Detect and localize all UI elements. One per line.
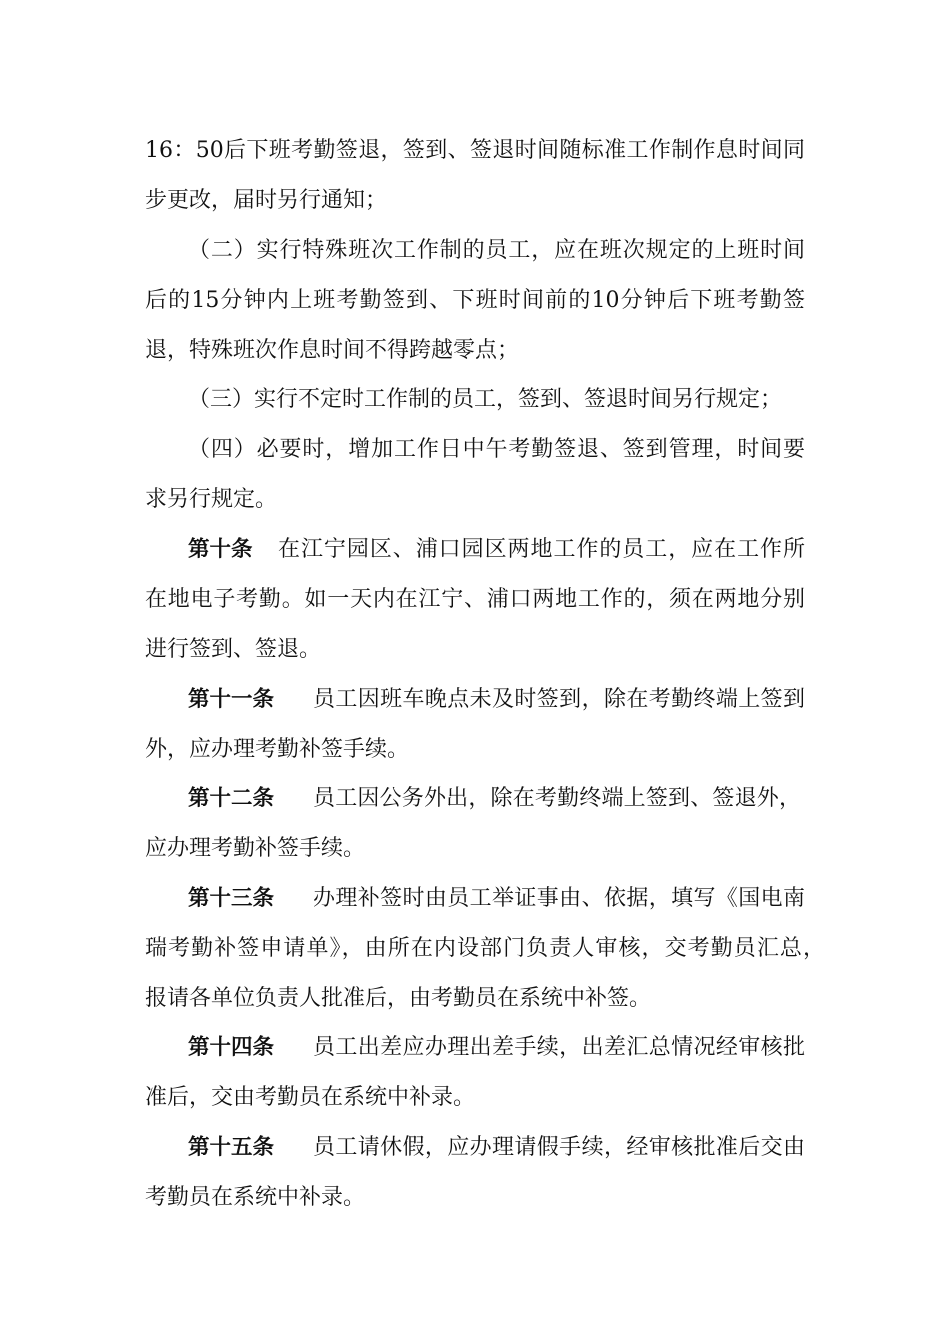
text-span: 求另行规定。	[145, 487, 278, 512]
text-span: 步更改，届时另行通知；	[145, 188, 388, 213]
text-span: （四）必要时，增加工作日中午考勤签退、签到管理，时间要	[188, 437, 805, 462]
text-span: 16：50后下班考勤签退，签到、签退时间随标准工作制作息时间同	[145, 138, 805, 163]
text-span: 员工出差应办理出差手续，出差汇总情况经审核批	[313, 1035, 805, 1060]
text-line	[0, 730, 950, 770]
text-line	[0, 231, 950, 271]
text-span: 后的15分钟内上班考勤签到、下班时间前的10分钟后下班考勤签	[145, 288, 805, 313]
text-span: 员工请休假，应办理请假手续，经审核批准后交由	[313, 1135, 805, 1160]
text-line	[0, 430, 950, 470]
article-number: 第十五条	[188, 1135, 275, 1160]
text-line	[0, 630, 950, 670]
text-span: 报请各单位负责人批准后，由考勤员在系统中补签。	[145, 986, 652, 1011]
text-span: （三）实行不定时工作制的员工，签到、签退时间另行规定；	[188, 387, 783, 412]
text-line	[0, 829, 950, 869]
text-line	[0, 1078, 950, 1118]
text-span: 进行签到、签退。	[145, 637, 322, 662]
article-number: 第十四条	[188, 1035, 275, 1060]
text-span: 瑞考勤补签申请单》，由所在内设部门负责人审核，交考勤员汇总，	[145, 936, 825, 961]
text-line	[0, 979, 950, 1019]
text-span: 办理补签时由员工举证事由、依据，填写《国电南	[313, 886, 805, 911]
text-line	[0, 680, 950, 720]
text-line	[0, 929, 950, 969]
text-line	[0, 181, 950, 221]
text-line	[0, 879, 950, 919]
text-line	[0, 779, 950, 819]
article-number: 第十一条	[188, 687, 275, 712]
text-line	[0, 131, 950, 171]
text-line	[0, 1028, 950, 1068]
text-line	[0, 281, 950, 321]
article-number: 第十条	[188, 537, 253, 562]
text-line	[0, 380, 950, 420]
text-span: 外，应办理考勤补签手续。	[145, 737, 410, 762]
text-span: 在地电子考勤。如一天内在江宁、浦口两地工作的，须在两地分别	[145, 587, 805, 612]
text-line	[0, 530, 950, 570]
text-line	[0, 580, 950, 620]
text-span: 在江宁园区、浦口园区两地工作的员工，应在工作所	[278, 537, 805, 562]
text-span: （二）实行特殊班次工作制的员工，应在班次规定的上班时间	[188, 238, 805, 263]
text-span: 准后，交由考勤员在系统中补录。	[145, 1085, 476, 1110]
text-span: 考勤员在系统中补录。	[145, 1185, 366, 1210]
text-span: 员工因班车晚点未及时签到，除在考勤终端上签到	[313, 687, 805, 712]
text-line	[0, 1128, 950, 1168]
text-span: 员工因公务外出，除在考勤终端上签到、签退外，	[313, 786, 801, 811]
text-line	[0, 1178, 950, 1218]
text-span: 应办理考勤补签手续。	[145, 836, 366, 861]
text-line	[0, 480, 950, 520]
text-span: 退，特殊班次作息时间不得跨越零点；	[145, 338, 520, 363]
article-number: 第十三条	[188, 886, 275, 911]
article-number: 第十二条	[188, 786, 275, 811]
text-line	[0, 331, 950, 371]
